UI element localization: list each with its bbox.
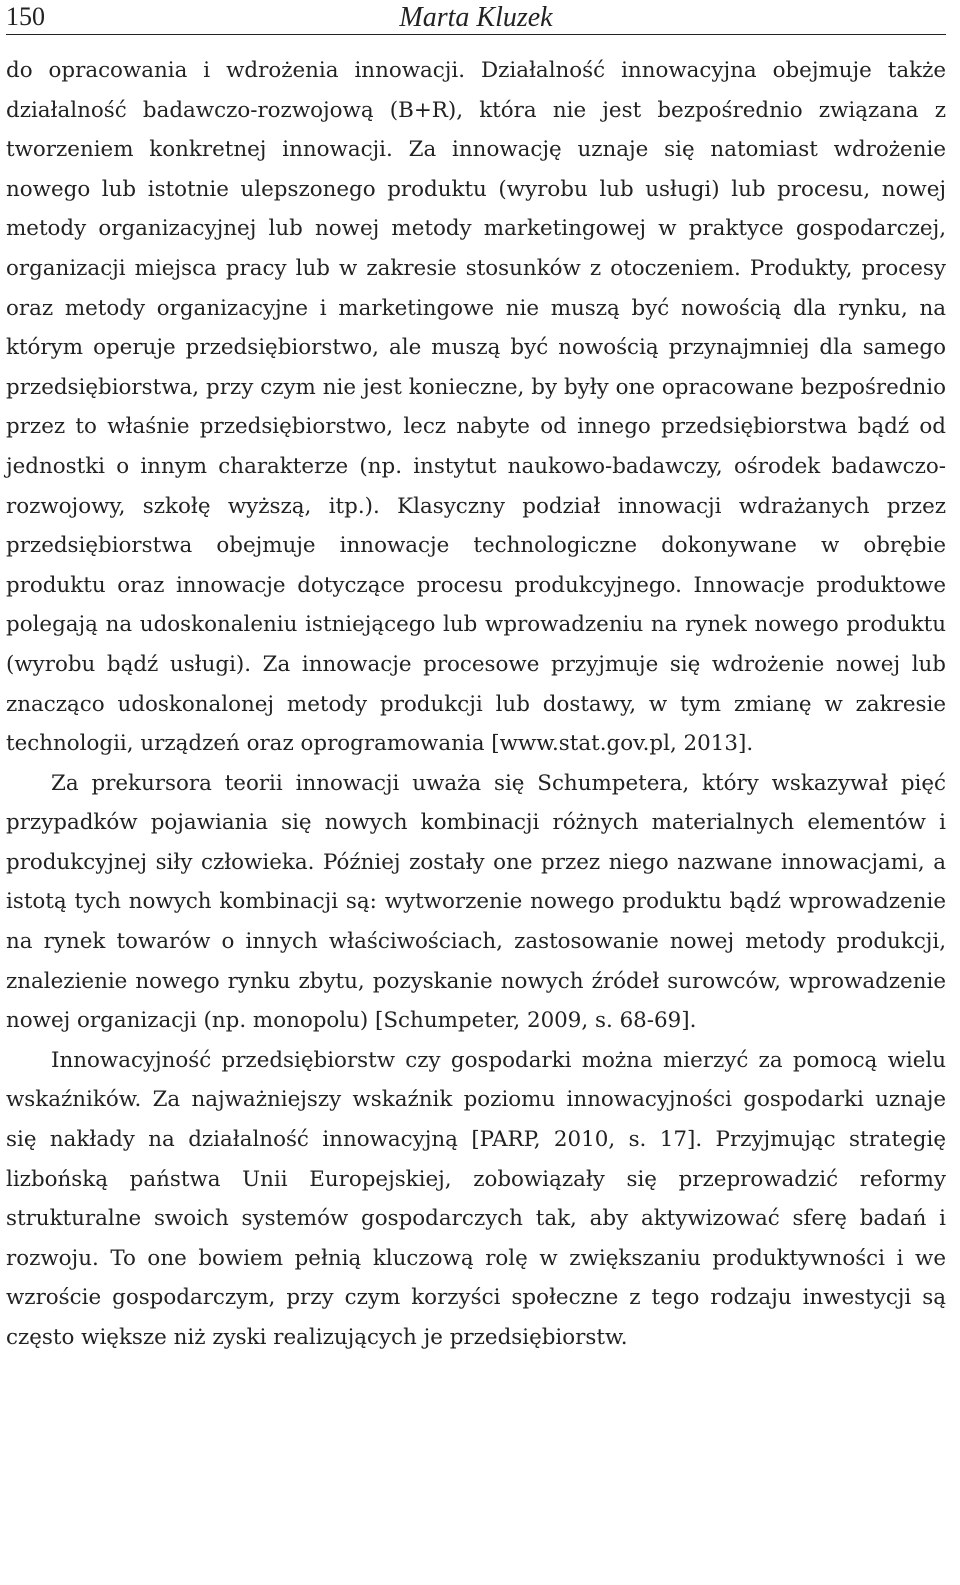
paragraph: Innowacyjność przedsiębiorstw czy gospodarki można mierzyć za pomocą wielu wskaźników. Za najważniejszy wskaźnik poziomu innowacyjności gospodarki uznaje się nakłady na działalność innowacyjną [PARP, 2010, s. 17]. Przyjmując strategię lizbońską państwa Unii Europejskiej, zobowiązały się przeprowadzić reformy strukturalne swoich systemów gospodarczych tak, aby aktywizować sferę badań i rozwoju. To one bowiem pełnią kluczową rolę w zwiększaniu produktywności i we wzroście gospodarczym, przy czym korzyści społeczne z tego rodzaju inwestycji są często większe niż zyski realizujących je przedsiębiorstw. [6,1047,946,1350]
running-head-author: Marta Kluzek [399,2,553,33]
page-number: 150 [6,2,45,31]
paragraph: do opracowania i wdrożenia innowacji. Działalność innowacyjna obejmuje także działalność badawczo-rozwojową (B+R), która nie jest bezpośrednio związana z tworzeniem konkretnej innowacji. Za innowację uznaje się natomiast wdrożenie nowego lub istotnie ulepszonego produktu (wyrobu lub usługi) lub procesu, nowej metody organizacyjnej lub nowej metody marketingowej w praktyce gospodarczej, organizacji miejsca pracy lub w zakresie stosunków z otoczeniem. Produkty, procesy oraz metody organizacyjne i marketingowe nie muszą być nowością dla rynku, na którym operuje przedsiębiorstwo, ale muszą być nowością przynajmniej dla samego przedsiębiorstwa, przy czym nie jest konieczne, by były one opracowane bezpośrednio przez to właśnie przedsiębiorstwo, lecz nabyte od innego przedsiębiorstwa bądź od jednostki o innym charakterze (np. instytut naukowo-badawczy, ośrodek badawczo-rozwojowy, szkołę wyższą, itp.). Klasyczny podział innowacji wdrażanych przez przedsiębiorstwa obejmuje innowacje technologiczne dokonywane w obrębie produktu oraz innowacje dotyczące procesu produkcyjnego. Innowacje produktowe polegają na udoskonaleniu istniejącego lub wprowadzeniu na rynek nowego produktu (wyrobu bądź usługi). Za innowacje procesowe przyjmuje się wdrożenie nowej lub znacząco udoskonalonej metody produkcji lub dostawy, w tym zmianę w zakresie technologii, urządzeń oraz oprogramowania [www.stat.gov.pl, 2013]. [6,58,946,757]
body-text [6,51,946,1358]
paragraph: Za prekursora teorii innowacji uważa się Schumpetera, który wskazywał pięć przypadków pojawiania się nowych kombinacji różnych materialnych elementów i produkcyjnej siły człowieka. Później zostały one przez niego nazwane innowacjami, a istotą tych nowych kombinacji są: wytworzenie nowego produktu bądź wprowadzenie na rynek towarów o innych właściwościach, zastosowanie nowej metody produkcji, znalezienie nowego rynku zbytu, pozyskanie nowych źródeł surowców, wprowadzenie nowej organizacji (np. monopolu) [Schumpeter, 2009, s. 68-69]. [6,770,946,1034]
page-header [6,0,946,35]
